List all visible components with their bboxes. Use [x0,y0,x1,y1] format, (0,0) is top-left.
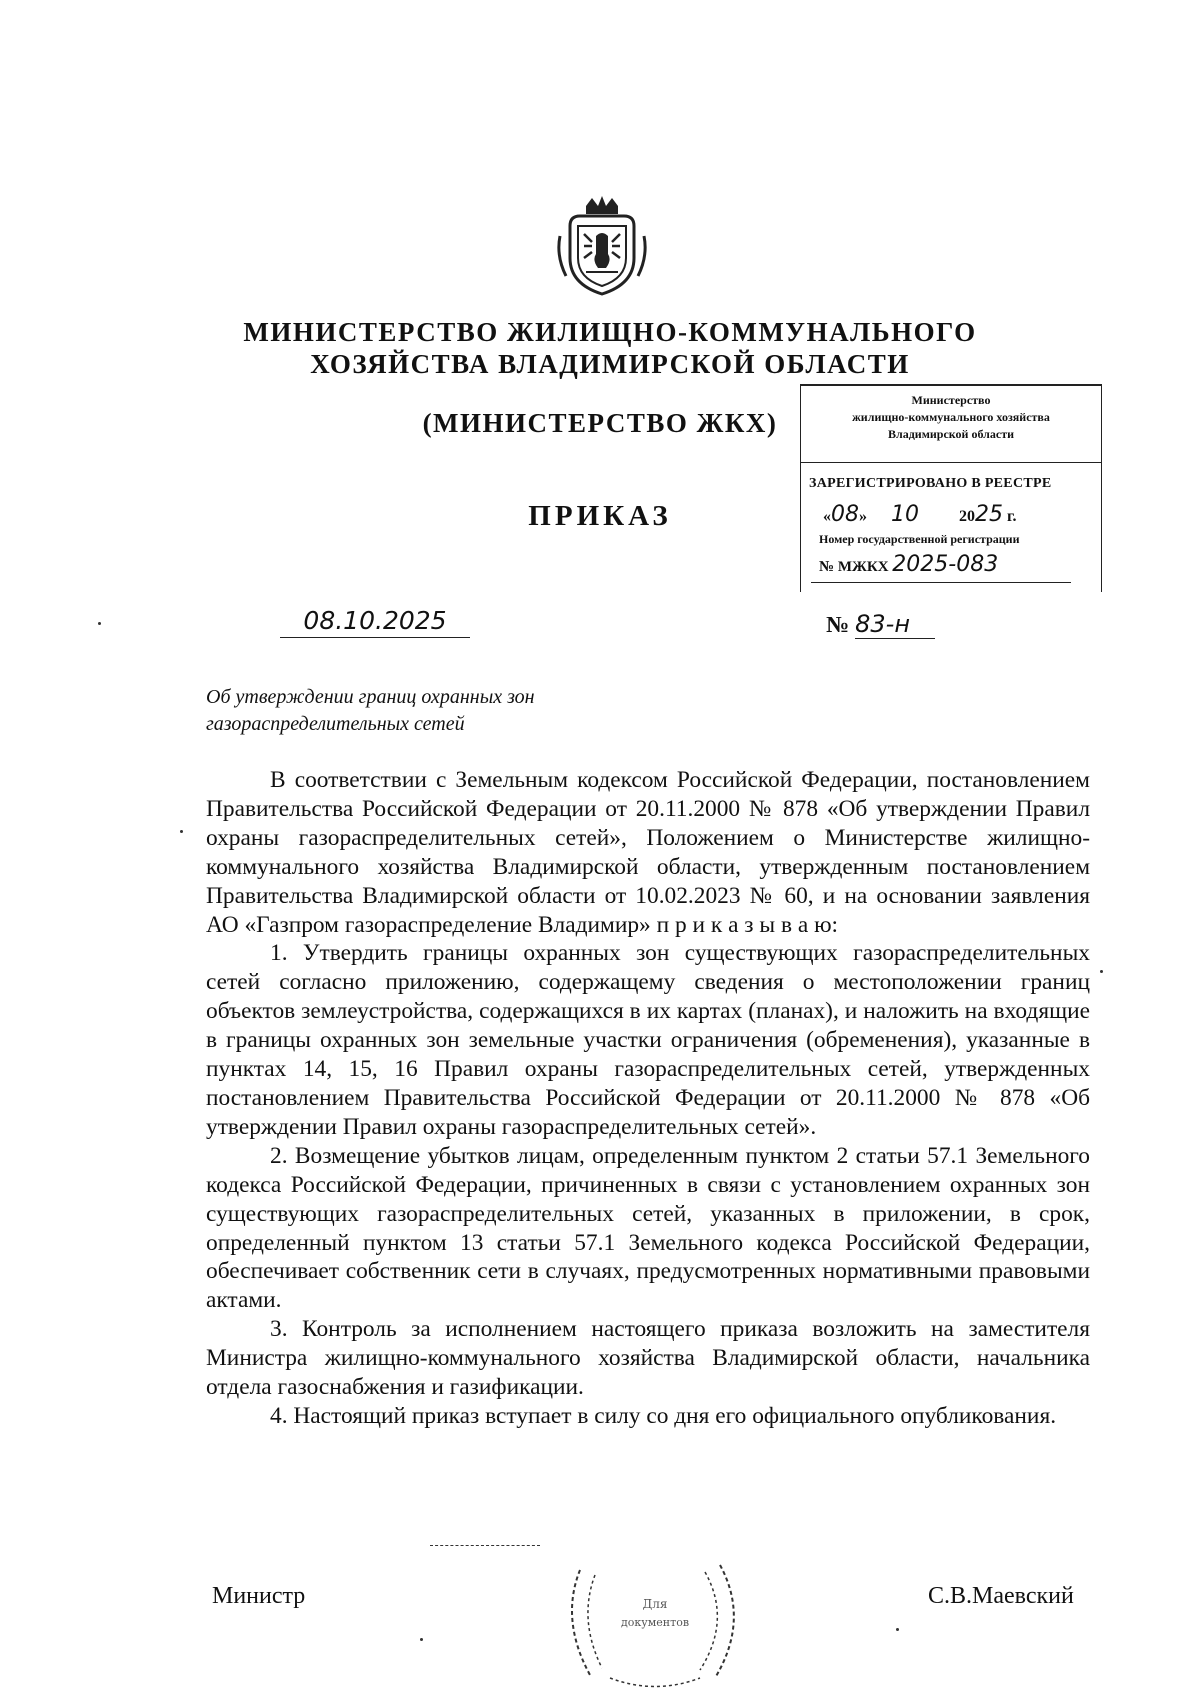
order-subject [206,684,626,738]
order-item-2: 2. Возмещение убытков лицам, определенным пунктом 2 статьи 57.1 Земельного кодекса Российской Федерации, причиненных в связи с установлением охранных зон существующих газораспределительных сетей, указанных в приложении, в срок, определенный пунктом 13 статьи 57.1 Земельного кодекса Российской Федерации, обеспечивает собственник сети в случаях, предусмотренных нормативными правовыми актами. [206,1142,1090,1314]
stamp-reg-number-label: Номер государственной регистрации [819,532,1020,546]
stamp-org-line3: Владимирской области [887,427,1015,441]
scan-speck [896,1628,899,1631]
ministry-title-line2: ХОЗЯЙСТВА ВЛАДИМИРСКОЙ ОБЛАСТИ [310,349,910,379]
stamp-registered-label: ЗАРЕГИСТРИРОВАНО В РЕЕСТРЕ [809,476,1052,491]
stamp-date-year-prefix: 20 [959,508,975,525]
order-subject-line1: Об утверждении границ охранных зон [206,686,535,708]
seal-text-line1: Для [642,1597,668,1611]
stamp-reg-number [819,552,998,577]
stamp-date-month: 10 [891,502,919,527]
official-seal [550,1550,760,1690]
stamp-date-close-quote: » [859,508,867,525]
scan-speck [98,622,101,625]
scan-speck [420,1638,423,1641]
coat-of-arms-icon [556,196,648,296]
order-body [206,766,1090,1431]
order-subject-line2: газораспределительных сетей [206,713,465,735]
order-number-label: № [826,612,850,637]
seal-text-line2: документов [620,1616,690,1629]
order-number-value: 83-н [855,610,935,639]
registration-stamp [800,384,1102,592]
stamp-date-day: 08 [831,502,859,527]
signer-name: С.В.Маевский [928,1583,1074,1609]
scan-speck [1100,970,1103,973]
signer-title: Министр [212,1583,306,1609]
stamp-reg-number-value: 2025-083 [892,552,999,577]
ministry-short-name: (МИНИСТЕРСТВО ЖКХ) [422,408,778,438]
order-preamble: В соответствии с Земельным кодексом Российской Федерации, постановлением Правительства Российской Федерации от 20.11.2000 № 878 «Об утверждении Правил охраны газораспределительных сетей», Положением о Министерстве жилищно-коммунального хозяйства Владимирской области, утвержденным постановлением Правительства Владимирской области от 10.02.2023 № 60, и на основании заявления АО «Газпром газораспределение Владимир» п р и к а з ы в а ю: [206,767,1090,938]
document-type-heading: ПРИКАЗ [528,500,672,532]
order-date: 08.10.2025 [280,606,470,638]
stamp-top-border [801,384,1101,386]
stamp-reg-number-prefix: № МЖКХ [819,559,889,575]
stamp-org-line2: жилищно-коммунального хозяйства [852,410,1050,424]
ministry-title-line1: МИНИСТЕРСТВО ЖИЛИЩНО-КОММУНАЛЬНОГО [243,317,977,347]
stamp-date-year-mark: г. [1007,508,1017,525]
order-item-1: 1. Утвердить границы охранных зон существующих газораспределительных сетей согласно приложению, содержащему сведения о местоположении границ объектов землеустройства, содержащихся в их картах (планах), и наложить на входящие в границы охранных зон земельные участки ограничения (обременения), указанные в пунктах 14, 15, 16 Правил охраны газораспределительных сетей, утвержденных постановлением Правительства Российской Федерации от 20.11.2000 № 878 «Об утверждении Правил охраны газораспределительных сетей». [206,940,1090,1140]
order-item-4: 4. Настоящий приказ вступает в силу со дня его официального опубликования. [270,1402,1057,1429]
stamp-org-line1: Министерство [911,393,991,407]
stamp-registration-date [823,502,1093,527]
order-number [826,610,935,639]
ministry-title [230,316,990,380]
stamp-organization [807,392,1095,443]
signature-line [430,1545,540,1546]
stamp-divider [801,462,1101,463]
scan-speck [180,830,183,833]
stamp-bottom-line [811,582,1071,583]
stamp-date-open-quote: « [823,508,831,525]
stamp-date-year-suffix: 25 [975,502,1003,527]
order-item-3: 3. Контроль за исполнением настоящего приказа возложить на заместителя Министра жилищно-коммунального хозяйства Владимирской области, начальника отдела газоснабжения и газификации. [206,1316,1090,1401]
